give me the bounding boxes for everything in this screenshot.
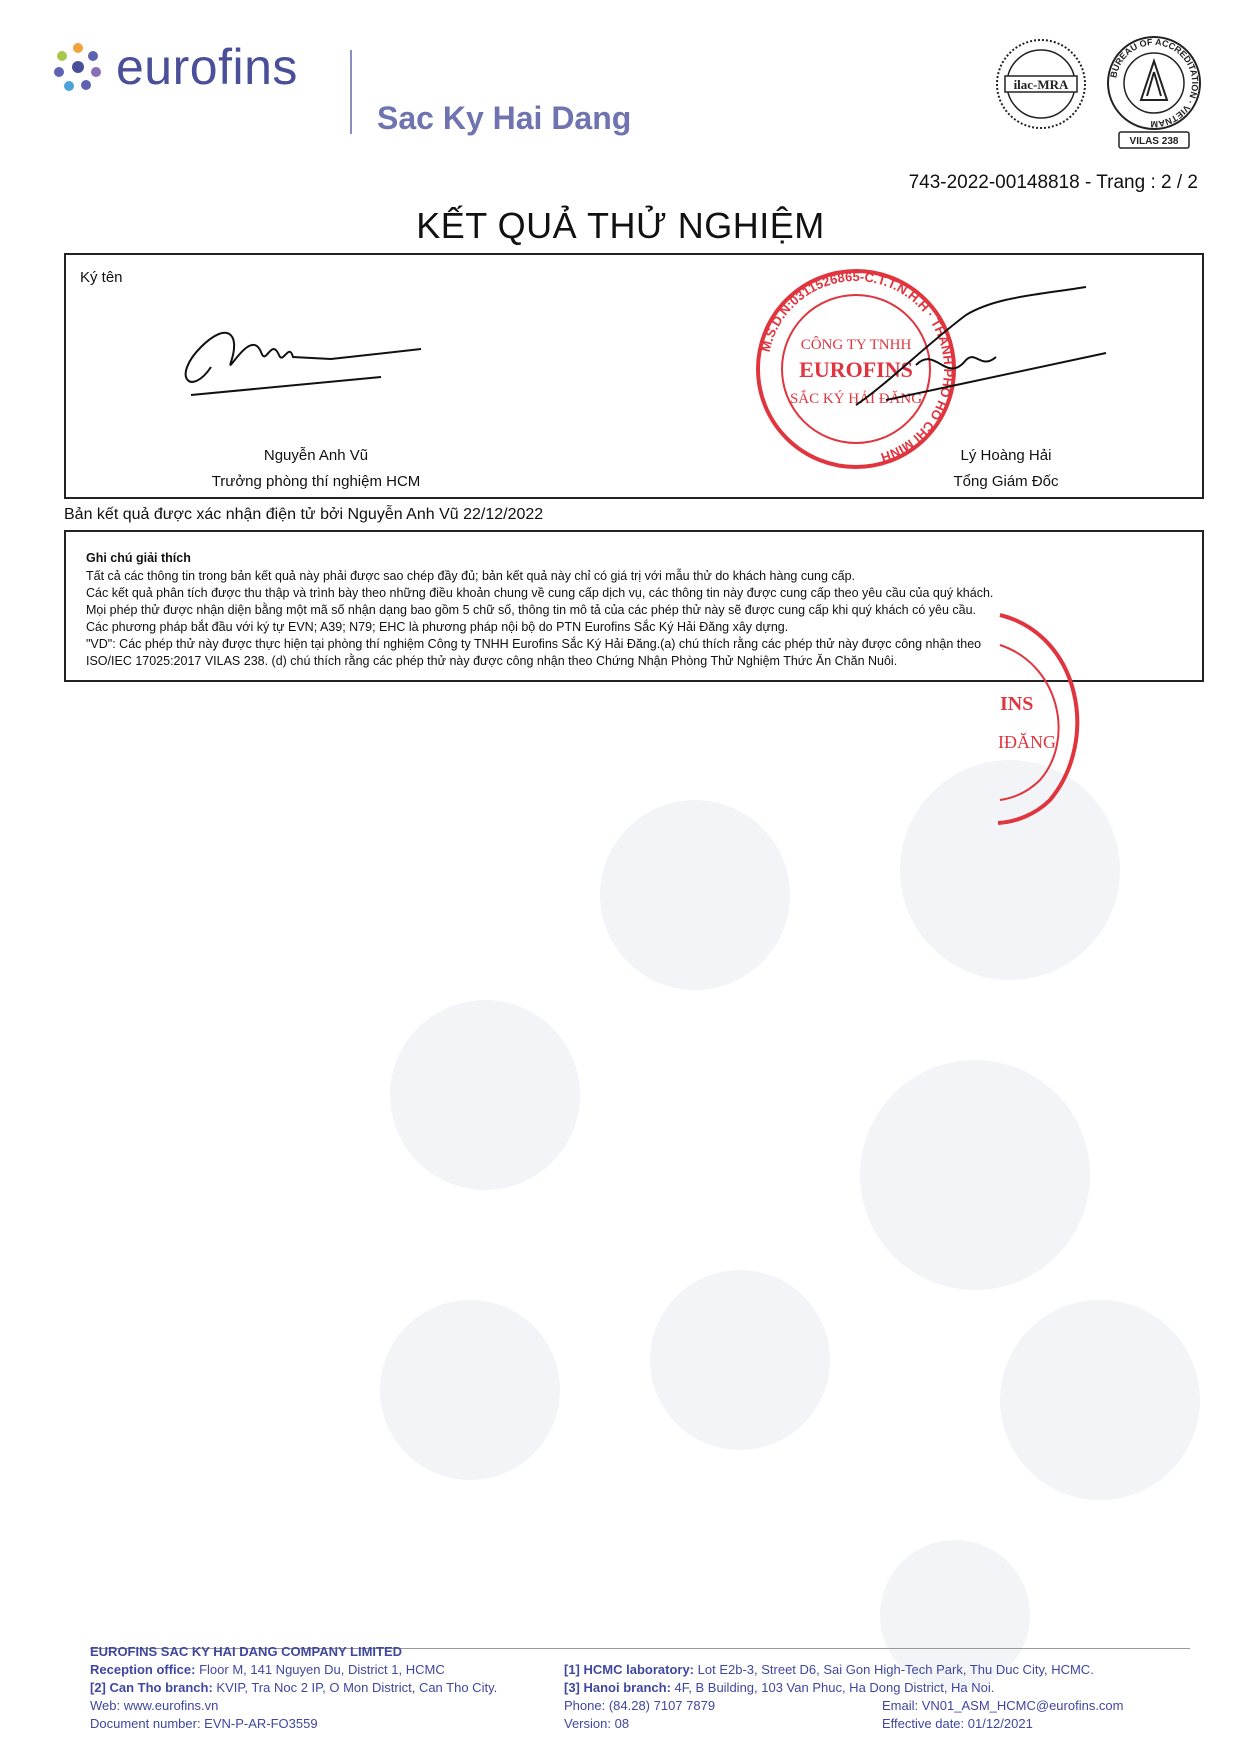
electronic-confirmation: Bản kết quả được xác nhận điện tử bởi Nguyễn Anh Vũ 22/12/2022 bbox=[64, 506, 544, 523]
document-reference: 743-2022-00148818 - Trang : 2 / 2 bbox=[908, 172, 1198, 193]
footer-phone: Phone: (84.28) 7107 7879 bbox=[564, 1698, 716, 1713]
ilac-mra-seal-icon bbox=[995, 38, 1087, 130]
stamp-line1: CÔNG TY TNHH bbox=[800, 337, 912, 353]
footer-hanoi-label: [3] Hanoi branch: bbox=[564, 1680, 671, 1695]
footer-right bbox=[564, 1661, 1204, 1733]
page-title: KẾT QUẢ THỬ NGHIỆM bbox=[416, 205, 825, 246]
note-line: "VD": Các phép thử này được thực hiện tại phòng thí nghiệm Công ty TNHH Eurofins Sắc Ký Hải Đăng.(a) chú thích rằng các phép thử này được công nhận theo bbox=[86, 637, 982, 651]
footer-docnum: Document number: EVN-P-AR-FO3559 bbox=[90, 1716, 318, 1731]
right-signer-role: Tổng Giám Đốc bbox=[953, 473, 1059, 490]
notes-title: Ghi chú giải thích bbox=[86, 551, 191, 565]
signature-box bbox=[64, 253, 1204, 499]
right-signer-name: Lý Hoàng Hải bbox=[960, 447, 1052, 464]
note-line: Các phương pháp bắt đầu với ký tự EVN; A39; N79; EHC là phương pháp nội bộ do PTN Eurofins Sắc Ký Hải Đăng xây dựng. bbox=[86, 620, 789, 634]
svg-text:IĐĂNG: IĐĂNG bbox=[998, 732, 1056, 752]
footer-hanoi-value: 4F, B Building, 103 Van Phuc, Ha Dong District, Ha Noi. bbox=[674, 1680, 995, 1695]
footer-reception-label: Reception office: bbox=[90, 1662, 196, 1677]
accreditation-seal-text: BUREAU OF ACCREDITATION · VIETNAM bbox=[1108, 36, 1201, 130]
footer-cantho-label: [2] Can Tho branch: bbox=[90, 1680, 213, 1695]
footer-company: EUROFINS SAC KY HAI DANG COMPANY LIMITED bbox=[90, 1644, 403, 1659]
footer-effective: Effective date: 01/12/2021 bbox=[882, 1716, 1033, 1731]
svg-text:INS: INS bbox=[1000, 693, 1034, 715]
logo-divider bbox=[350, 50, 352, 134]
signature-right-icon bbox=[846, 275, 1146, 425]
signature-label: Ký tên bbox=[80, 269, 123, 286]
vilas-label: VILAS 238 bbox=[1129, 136, 1179, 147]
stamp-line2: EUROFINS bbox=[799, 357, 913, 382]
signature-left-icon bbox=[171, 307, 491, 407]
footer-left bbox=[90, 1643, 610, 1733]
eurofins-logo-icon bbox=[50, 40, 106, 96]
left-signer-role: Trưởng phòng thí nghiệm HCM bbox=[211, 473, 421, 490]
partial-stamp-icon bbox=[990, 610, 1100, 825]
logo-text: eurofins bbox=[116, 39, 298, 95]
accreditation-seal-icon bbox=[1105, 34, 1203, 150]
logo-subtitle: Sac Ky Hai Dang bbox=[377, 100, 632, 136]
footer-reception-value: Floor M, 141 Nguyen Du, District 1, HCMC bbox=[199, 1662, 445, 1677]
footer-cantho-value: KVIP, Tra Noc 2 IP, O Mon District, Can Tho City. bbox=[216, 1680, 498, 1695]
footer-email: Email: VN01_ASM_HCMC@eurofins.com bbox=[882, 1698, 1124, 1713]
note-line: Tất cả các thông tin trong bản kết quả này phải được sao chép đầy đủ; bản kết quả này chỉ có giá trị với mẫu thử do khách hàng cung cấp. bbox=[86, 569, 856, 583]
note-line: Các kết quả phân tích được thu thập và trình bày theo những điều khoản chung về cung cấp dịch vụ, các thông tin này được cung cấp theo yêu cầu của quý khách. bbox=[86, 586, 994, 600]
ilac-seal-text: ilac-MRA bbox=[1013, 77, 1069, 92]
left-signer-name: Nguyễn Anh Vũ bbox=[263, 447, 369, 464]
footer-version: Version: 08 bbox=[564, 1716, 630, 1731]
footer-hcmc-label: [1] HCMC laboratory: bbox=[564, 1662, 695, 1677]
stamp-line3: SẮC KÝ HẢI ĐĂNG bbox=[789, 391, 923, 407]
note-line: Mọi phép thử được nhận diện bằng một mã số nhận dạng bao gồm 5 chữ số, thông tin mô tả của các phép thử này sẽ được cung cấp khi quý khách có yêu cầu. bbox=[86, 603, 977, 617]
stamp-ring-text: M.S.D.N:0311526865-C.T.T.N.H.H · THÀNH PHỐ HỒ CHÍ MINH bbox=[757, 269, 957, 466]
footer-hcmc-value: Lot E2b-3, Street D6, Sai Gon High-Tech Park, Thu Duc City, HCMC. bbox=[697, 1662, 1094, 1677]
note-line: ISO/IEC 17025:2017 VILAS 238. (d) chú thích rằng các phép thử này được công nhận theo Chứng Nhận Phòng Thử Nghiệm Thức Ăn Chăn Nuôi. bbox=[86, 654, 898, 668]
footer-web: Web: www.eurofins.vn bbox=[90, 1698, 219, 1713]
